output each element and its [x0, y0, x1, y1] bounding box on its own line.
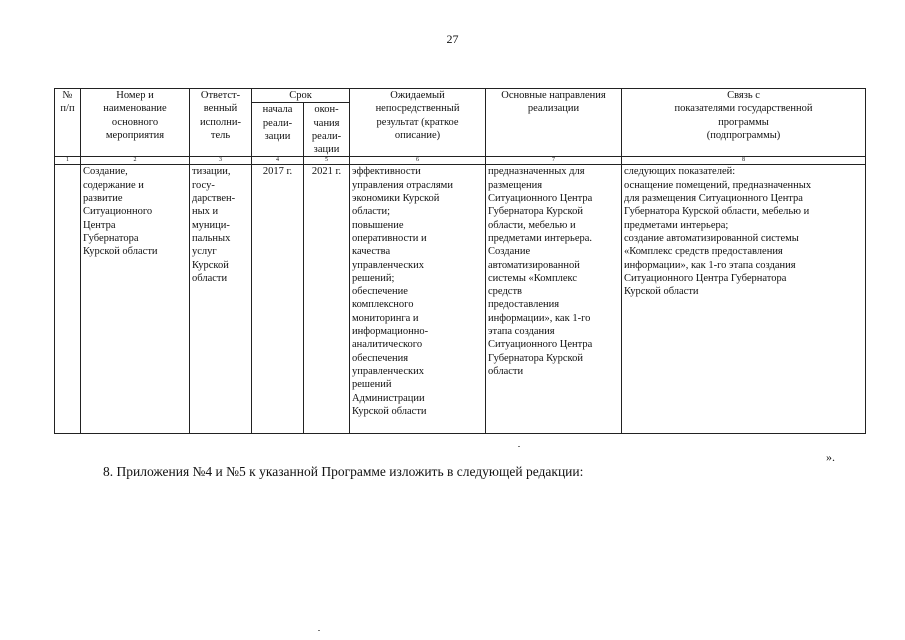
- scan-speck: [518, 446, 520, 447]
- column-number-row: [55, 157, 866, 165]
- header-row: [55, 89, 866, 103]
- cell-num: [55, 165, 81, 434]
- header-term-end: окон- чания реали- зации: [304, 103, 350, 157]
- header-responsible: Ответст- венный исполни- тель: [190, 89, 252, 157]
- header-link: Связь с показателями государственной программы (подпрограммы): [622, 89, 866, 157]
- column-number: 1: [55, 157, 81, 165]
- cell-link: следующих показателей: оснащение помещений, предназначенных для размещения Ситуационного Центра Губернатора Курской области, мебелью и предметами интерьера; создание автоматизированной системы «Комплекс средств предоставления информации», как 1-го этапа создания Ситуационного Центра Губернатора Курской области: [622, 165, 866, 434]
- column-number: 3: [190, 157, 252, 165]
- header-directions: Основные направления реализации: [486, 89, 622, 157]
- header-num: № п/п: [55, 89, 81, 157]
- cell-term-end: 2021 г.: [304, 165, 350, 434]
- column-number: 6: [350, 157, 486, 165]
- column-number: 4: [252, 157, 304, 165]
- column-number: 7: [486, 157, 622, 165]
- header-name: Номер и наименование основного мероприятия: [81, 89, 190, 157]
- column-number: 2: [81, 157, 190, 165]
- cell-directions: предназначенных для размещения Ситуационного Центра Губернатора Курской области, мебелью и предметами интерьера. Создание автоматизированной системы «Комплекс средств предоставления информации», как 1-го этапа создания Ситуационного Центра Губернатора Курской области: [486, 165, 622, 434]
- column-number: 5: [304, 157, 350, 165]
- column-number: 8: [622, 157, 866, 165]
- cell-result: эффективности управления отраслями экономики Курской области; повышение оперативности и качества управленческих решений; обеспечение комплексного мониторинга и информационно- аналитического обеспечения управленческих решений Администрации Курской области: [350, 165, 486, 434]
- header-term: Срок: [252, 89, 350, 103]
- scan-speck: [318, 630, 320, 631]
- table-row: [55, 165, 866, 434]
- paragraph-item-8: 8. Приложения №4 и №5 к указанной Программе изложить в следующей редакции:: [103, 464, 584, 479]
- page-number: 27: [446, 32, 459, 46]
- closing-quote: ».: [826, 450, 835, 464]
- header-result: Ожидаемый непосредственный результат (краткое описание): [350, 89, 486, 157]
- cell-term-start: 2017 г.: [252, 165, 304, 434]
- cell-name: Создание, содержание и развитие Ситуационного Центра Губернатора Курской области: [81, 165, 190, 434]
- cell-responsible: тизации, госу- дарствен- ных и муници- пальных услуг Курской области: [190, 165, 252, 434]
- header-term-start: начала реали- зации: [252, 103, 304, 157]
- program-activities-table: [54, 88, 866, 434]
